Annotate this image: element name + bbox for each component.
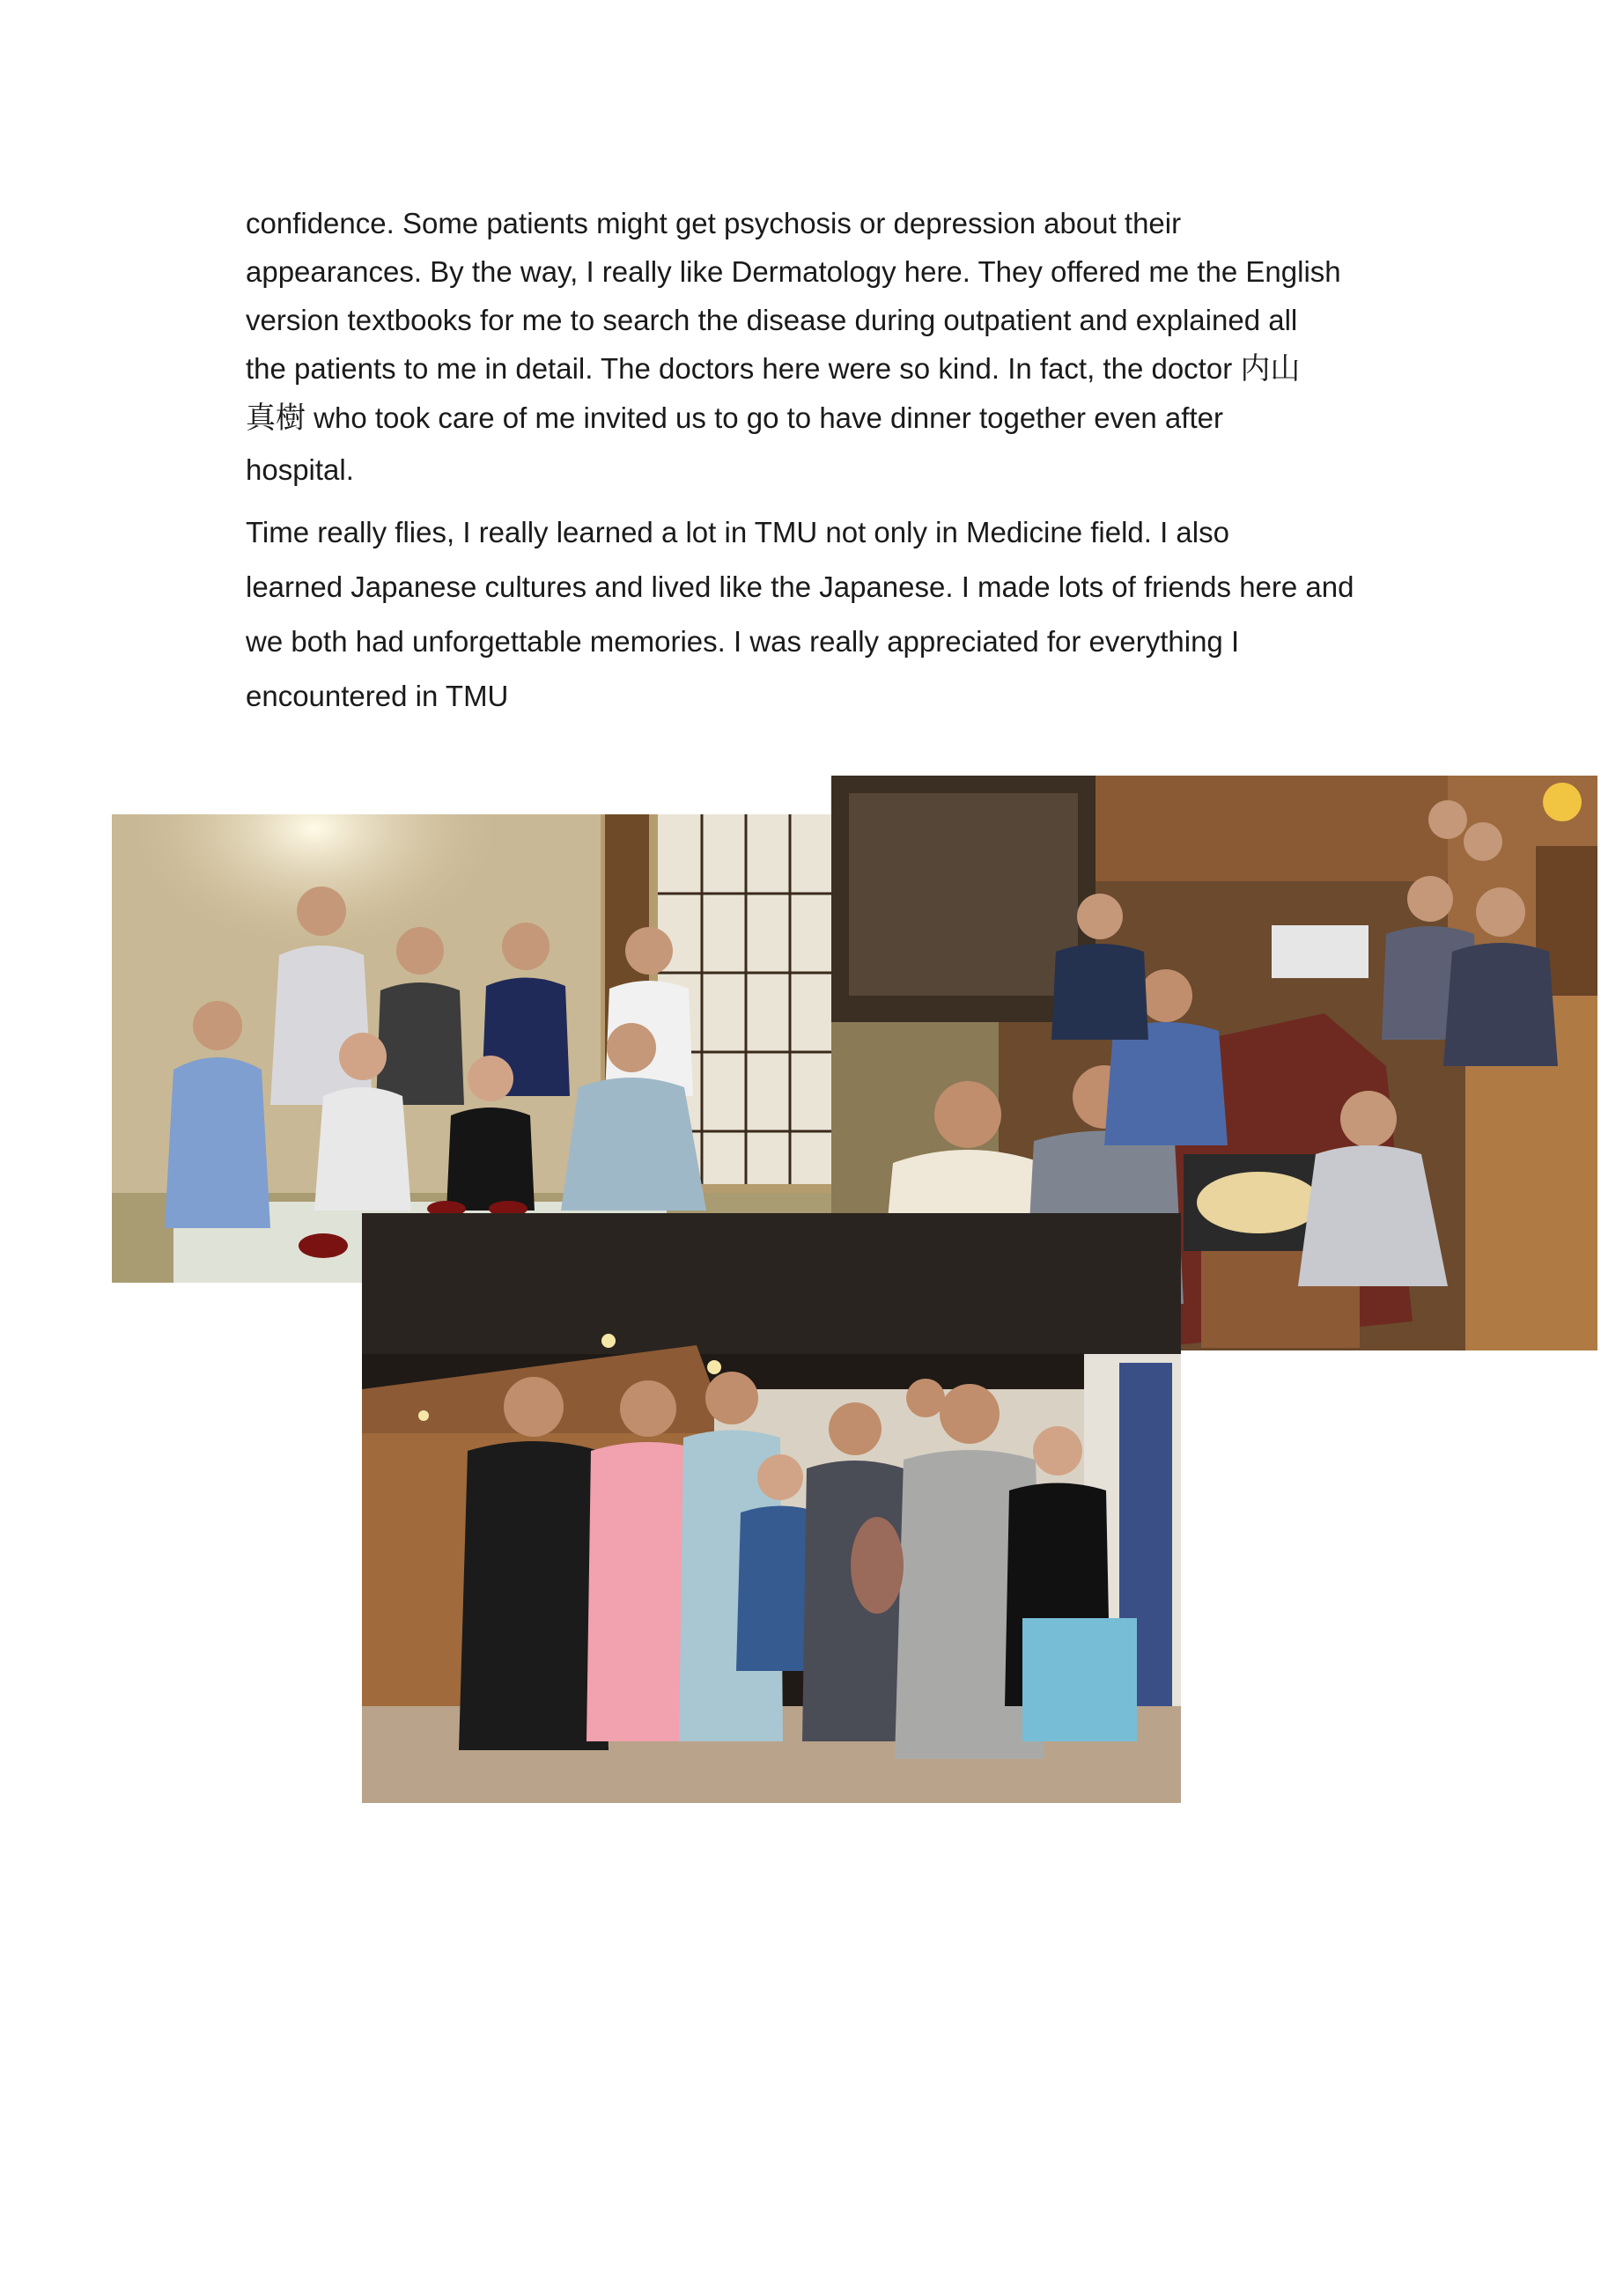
text-line: confidence. Some patients might get psychosis or depression about their [246,207,1182,239]
paragraph [246,199,1382,497]
text-line: encountered in TMU [246,680,509,712]
doctor-name-given: 真樹 [246,401,306,436]
doctor-name-family: 内山 [1240,351,1301,386]
text-line: learned Japanese cultures and lived like the Japanese. I made lots of friends here and [246,570,1354,603]
body-text [246,199,1382,724]
text-line [246,394,1382,443]
group-photo-icon [362,1213,1181,1803]
text-segment: who took care of me invited us to go to have dinner together even after [314,401,1223,434]
text-line: hospital. [246,453,354,486]
text-line: we both had unforgettable memories. I was really appreciated for everything I [246,625,1240,658]
text-segment: the patients to me in detail. The doctors here were so kind. In fact, the doctor [246,352,1233,385]
text-line: appearances. By the way, I really like Dermatology here. They offered me the English [246,255,1341,288]
text-line: version textbooks for me to search the disease during outpatient and explained all [246,304,1298,336]
photo-fishing-restaurant [362,1213,1181,1803]
text-line: Time really flies, I really learned a lot in TMU not only in Medicine field. I also [246,516,1229,548]
text-line [246,344,1382,394]
paragraph [246,505,1382,724]
